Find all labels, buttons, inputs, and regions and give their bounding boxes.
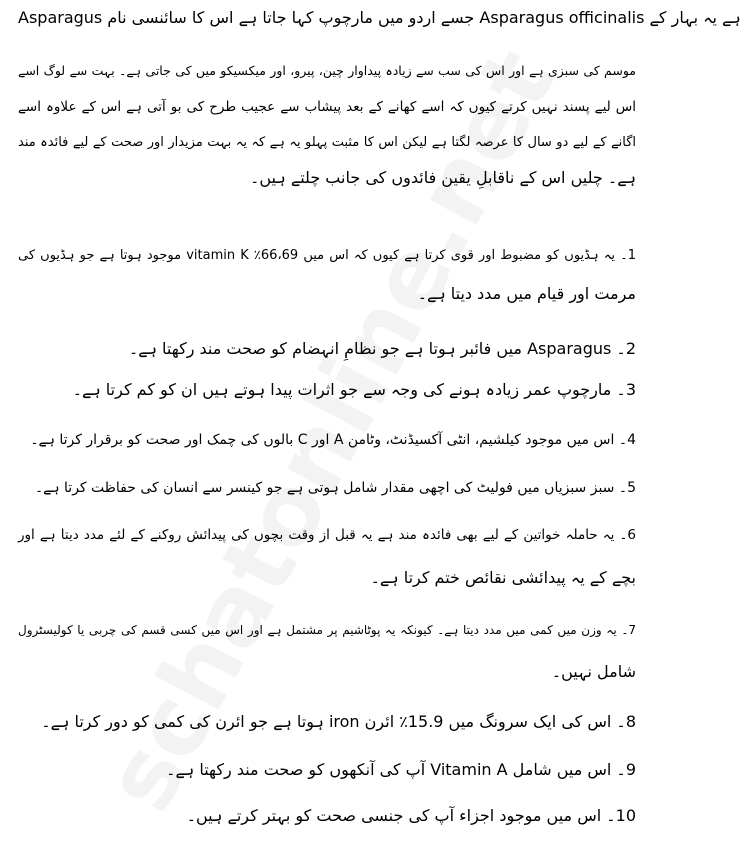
intro-line: ہے۔ چلیں اس کے ناقابلِ یقین فائدوں کی جانب چلتے ہیں۔ xyxy=(249,168,636,187)
list-item: 2۔ Asparagus میں فائبر ہوتا ہے جو نظامِ انہضام کو صحت مند رکھتا ہے۔ xyxy=(128,339,636,358)
article-body xyxy=(18,0,741,848)
list-item-continuation: بچے کے یہ پیدائشی نقائص ختم کرتا ہے۔ xyxy=(370,568,636,587)
list-item-continuation: مرمت اور قیام میں مدد دیتا ہے۔ xyxy=(417,284,636,303)
list-item: 8۔ اس کی ایک سرونگ میں 15.9٪ ائرن iron ہوتا ہے جو ائرن کی کمی کو دور کرتا ہے۔ xyxy=(41,712,636,731)
list-item: 1۔ یہ ہڈیوں کو مضبوط اور قوی کرتا ہے کیوں کہ اس میں 66،69٪ vitamin K موجود ہوتا ہے جو ہڈیوں کی xyxy=(18,248,636,263)
list-item-continuation: شامل نہیں۔ xyxy=(551,662,636,681)
intro-line: اگانے کے لیے دو سال کا عرصہ لگتا ہے لیکن اس کا مثبت پہلو یہ ہے کہ یہ بہت مزیدار اور صحت کے لیے فائدہ مند xyxy=(18,135,636,150)
list-item: 9۔ اس میں شامل Vitamin A آپ کی آنکھوں کو صحت مند رکھتا ہے۔ xyxy=(166,760,636,779)
intro-line: Asparagus جسے اردو میں مارچوپ کہا جاتا ہے اس کا سائنسی نام Asparagus officinalis ہے یہ بہار کے xyxy=(18,8,741,27)
list-item: 3۔ مارچوپ عمر زیادہ ہونے کی وجہ سے جو اثرات پیدا ہوتے ہیں ان کو کم کرتا ہے۔ xyxy=(72,380,636,399)
list-item: 10۔ اس میں موجود اجزاء آپ کی جنسی صحت کو بہتر کرتے ہیں۔ xyxy=(186,806,636,825)
intro-line: موسم کی سبزی ہے اور اس کی سب سے زیادہ پیداوار چین، پیرو، اور میکسیکو میں کی جاتی ہے۔ بہت سے لوگ اسے xyxy=(18,63,636,78)
list-item: 7۔ یہ وزن میں کمی میں مدد دیتا ہے۔ کیونکہ یہ پوٹاشیم پر مشتمل ہے اور اس میں کسی قسم کی چربی یا کولیسٹرول xyxy=(18,623,636,637)
list-item: 4۔ اس میں موجود کیلشیم، انٹی آکسیڈنٹ، وٹامن A اور C بالوں کی چمک اور صحت کو برقرار کرتا ہے۔ xyxy=(30,432,636,448)
intro-line: اس لیے پسند نہیں کرتے کیوں کہ اسے کھانے کے بعد پیشاب سے عجیب طرح کی بو آتی ہے اس کے علاوہ اسے xyxy=(18,99,636,115)
list-item: 6۔ یہ حاملہ خواتین کے لیے بھی فائدہ مند ہے یہ قبل از وقت بچوں کی پیدائش روکنے کے لئے مدد دیتا ہے اور xyxy=(18,527,636,543)
list-item: 5۔ سبز سبزیاں میں فولیٹ کی اچھی مقدار شامل ہوتی ہے جو کینسر سے انسان کی حفاظت کرتا ہے۔ xyxy=(34,480,636,496)
